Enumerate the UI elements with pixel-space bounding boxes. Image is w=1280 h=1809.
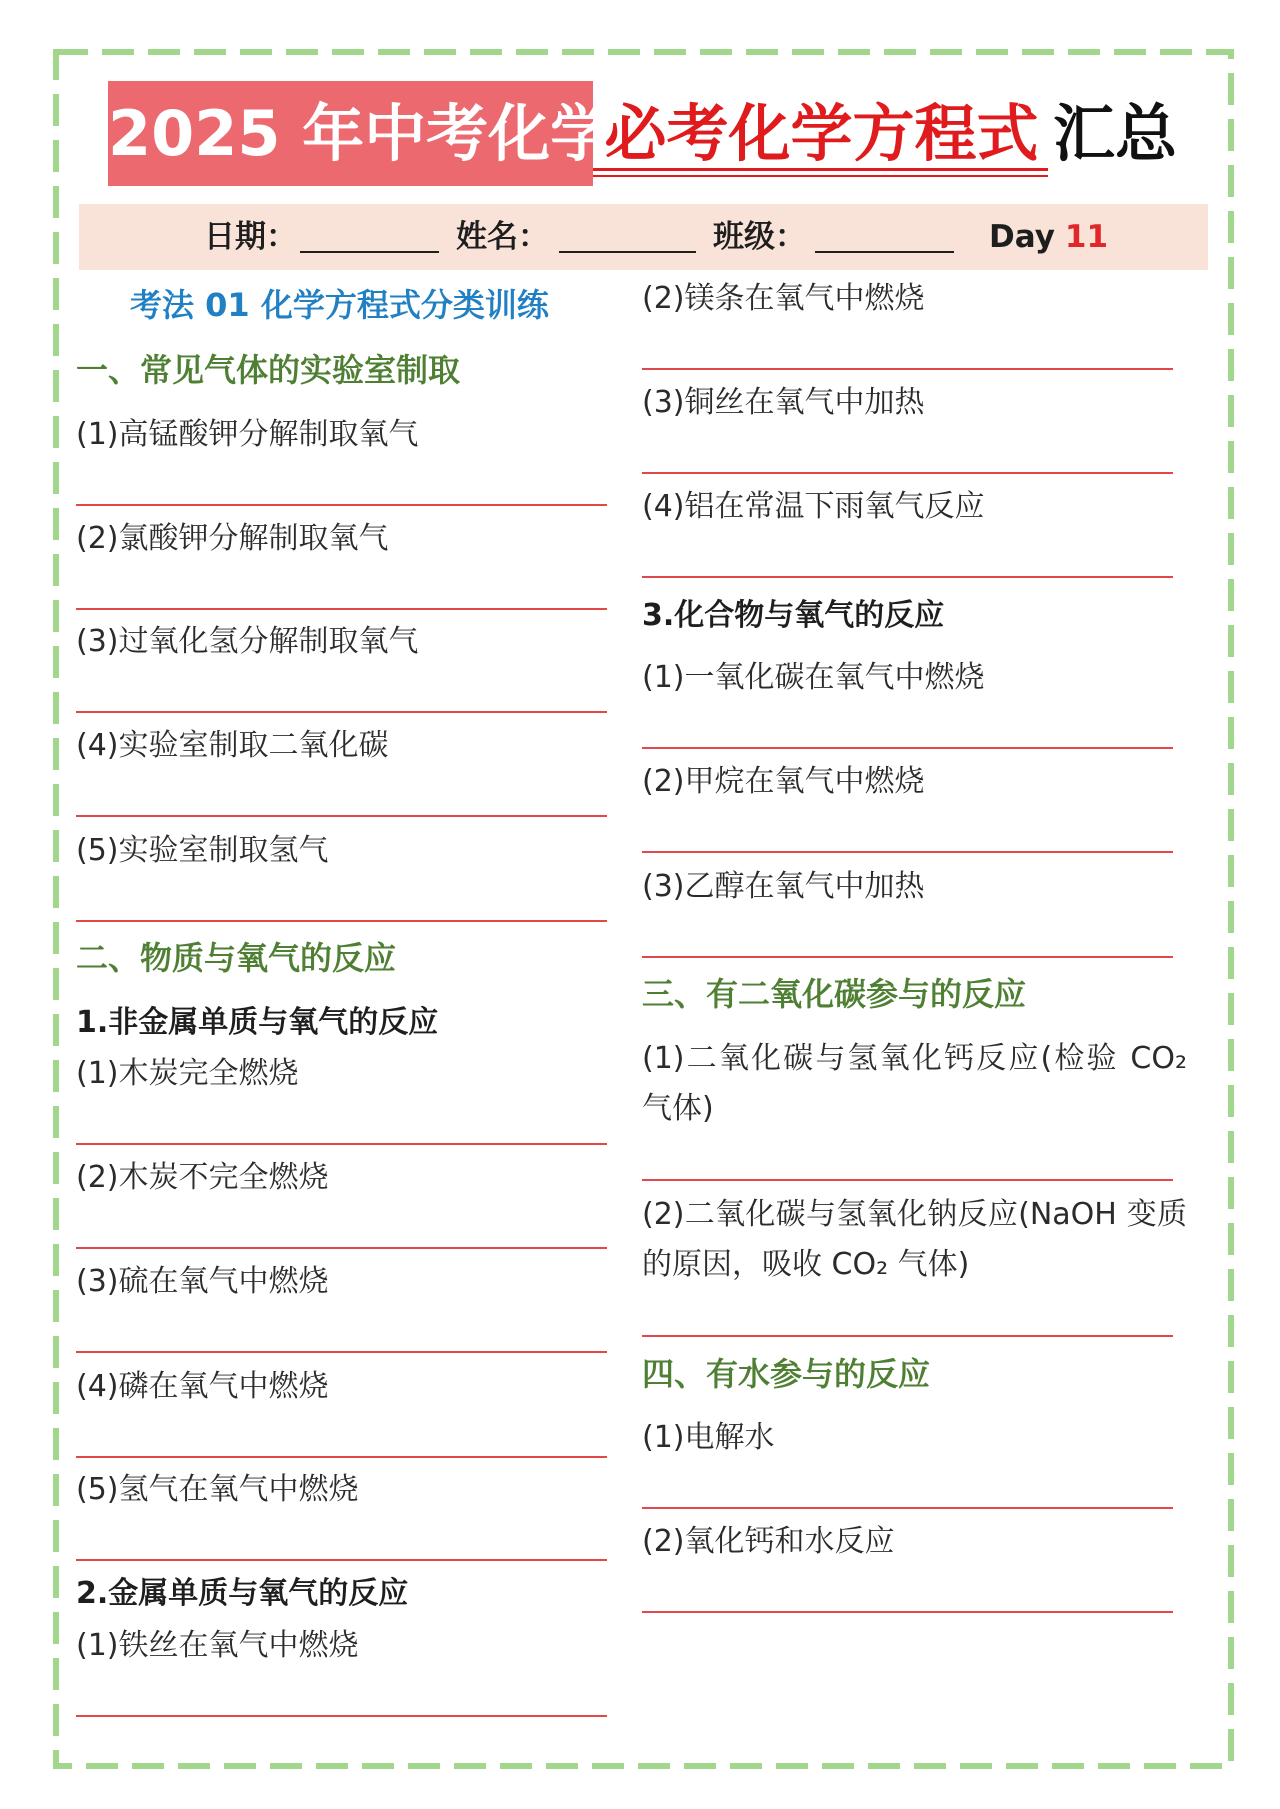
- date-blank: [300, 251, 439, 253]
- section-heading: 四、有水参与的反应: [642, 1355, 931, 1393]
- title-suffix: 汇总: [1052, 97, 1177, 170]
- question-text: (2)镁条在氧气中燃烧: [642, 281, 925, 316]
- answer-line: [76, 920, 607, 922]
- day-label: Day: [989, 219, 1055, 255]
- question-item: [76, 1054, 607, 1094]
- answer-line: [76, 504, 607, 506]
- question-text: (3)铜丝在氧气中加热: [642, 385, 925, 420]
- section-heading: 三、有二氧化碳参与的反应: [642, 975, 1027, 1013]
- question-text: (2)二氧化碳与氢氧化钠反应(NaOH 变质的原因，吸收 CO₂ 气体): [642, 1197, 1187, 1282]
- question-item: [76, 1470, 607, 1510]
- subsection-heading: 2.金属单质与氧气的反应: [76, 1576, 409, 1611]
- class-blank: [815, 251, 954, 253]
- question-text: (1)一氧化碳在氧气中燃烧: [642, 660, 985, 695]
- answer-line: [76, 608, 607, 610]
- topic-heading: 考法 01 化学方程式分类训练: [130, 286, 549, 324]
- answer-line: [76, 1143, 607, 1145]
- question-text: (1)高锰酸钾分解制取氧气: [76, 417, 419, 452]
- name-label: 姓名：: [456, 219, 549, 255]
- question-text: (1)木炭完全燃烧: [76, 1056, 299, 1091]
- question-text: (1)二氧化碳与氢氧化钙反应(检验 CO₂ 气体): [642, 1041, 1187, 1126]
- section-heading: 二、物质与氧气的反应: [76, 939, 397, 977]
- question-item: [642, 1418, 1173, 1458]
- title-double-underline: [593, 168, 1048, 177]
- date-label: 日期：: [204, 219, 297, 255]
- answer-line: [76, 1351, 607, 1353]
- question-text: (4)铝在常温下雨氧气反应: [642, 489, 985, 524]
- subsection-heading: 3.化合物与氧气的反应: [642, 598, 945, 633]
- question-text: (4)实验室制取二氧化碳: [76, 728, 389, 763]
- answer-line: [642, 368, 1173, 370]
- answer-line: [642, 1179, 1173, 1181]
- question-text: (2)木炭不完全燃烧: [76, 1160, 329, 1195]
- answer-line: [642, 851, 1173, 853]
- question-text: (3)硫在氧气中燃烧: [76, 1264, 329, 1299]
- class-label: 班级：: [713, 219, 806, 255]
- answer-line: [642, 1335, 1173, 1337]
- question-text: (1)电解水: [642, 1420, 775, 1455]
- subsection-heading: 1.非金属单质与氧气的反应: [76, 1005, 439, 1040]
- question-text: (1)铁丝在氧气中燃烧: [76, 1628, 359, 1663]
- question-item: [642, 1034, 1187, 1134]
- question-item: [642, 658, 1173, 698]
- question-item: [642, 383, 1173, 423]
- question-item: [76, 831, 607, 871]
- info-bar: [79, 204, 1208, 270]
- question-text: (2)氧化钙和水反应: [642, 1524, 895, 1559]
- question-text: (5)实验室制取氢气: [76, 833, 329, 868]
- answer-line: [642, 956, 1173, 958]
- question-item: [642, 487, 1173, 527]
- answer-line: [76, 1247, 607, 1249]
- answer-line: [76, 1559, 607, 1561]
- question-item: [642, 1190, 1187, 1290]
- answer-line: [642, 576, 1173, 578]
- question-item: [76, 1626, 607, 1666]
- question-text: (3)乙醇在氧气中加热: [642, 869, 925, 904]
- name-blank: [559, 251, 696, 253]
- question-item: [76, 519, 607, 559]
- day-number: 11: [1064, 219, 1109, 255]
- question-item: [642, 1522, 1173, 1562]
- question-item: [76, 1262, 607, 1302]
- question-text: (5)氢气在氧气中燃烧: [76, 1472, 359, 1507]
- answer-line: [642, 747, 1173, 749]
- question-item: [642, 867, 1173, 907]
- question-text: (4)磷在氧气中燃烧: [76, 1369, 329, 1404]
- question-text: (2)甲烷在氧气中燃烧: [642, 764, 925, 799]
- question-item: [642, 279, 1173, 319]
- title-emphasis: 必考化学方程式: [604, 97, 1039, 170]
- answer-line: [76, 1456, 607, 1458]
- answer-line: [642, 472, 1173, 474]
- question-item: [76, 622, 607, 662]
- question-text: (3)过氧化氢分解制取氧气: [76, 624, 419, 659]
- title-highlight: 2025 年中考化学: [108, 81, 593, 186]
- question-text: (2)氯酸钾分解制取氧气: [76, 521, 389, 556]
- question-item: [76, 1158, 607, 1198]
- answer-line: [642, 1507, 1173, 1509]
- day-indicator: [989, 204, 1108, 270]
- answer-line: [76, 711, 607, 713]
- question-item: [76, 1367, 607, 1407]
- question-item: [642, 762, 1173, 802]
- answer-line: [642, 1611, 1173, 1613]
- answer-line: [76, 1715, 607, 1717]
- question-item: [76, 726, 607, 766]
- section-heading: 一、常见气体的实验室制取: [76, 351, 461, 389]
- question-item: [76, 415, 607, 455]
- answer-line: [76, 815, 607, 817]
